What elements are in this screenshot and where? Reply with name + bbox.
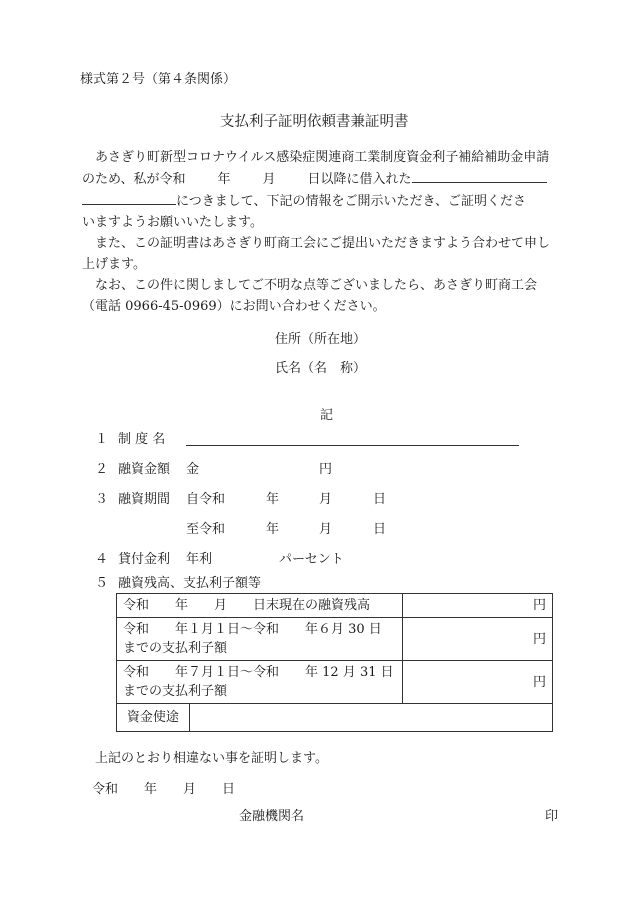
intro-paragraph-1 [82,147,560,317]
intro-line-3 [82,190,560,212]
seal-mark: 印 [545,809,559,824]
rate-prefix: 年利 [186,552,213,567]
item-2-number: ２ [95,462,109,477]
item-5-number: ５ [95,576,109,591]
certification-statement: 上記のとおり相違ない事を証明します。 [95,751,328,766]
interest-second-half-label [117,661,403,704]
table-row [117,594,553,618]
intro-text: 月 [262,172,276,187]
amount-prefix: 金 [186,462,200,477]
institution-name-label: 金融機関名 [239,809,305,824]
table-row [117,661,553,704]
interest-first-half-value[interactable]: 円 [403,618,553,661]
fund-usage-label: 資金使途 [117,704,190,732]
intro-line-2 [82,168,560,190]
item-5-label: 融資残高、支払利子額等 [118,576,262,591]
name-label: 氏名（名 称） [275,361,367,376]
table-row [117,704,553,732]
period-to: 至令和 [186,522,226,537]
ki-heading: 記 [320,408,334,423]
balance-label: 令和 年 月 日末現在の融資残高 [117,594,403,618]
item-1-label: 制 度 名 [118,432,166,447]
intro-line-4: いますようお願いいたします。 [82,215,263,230]
item-3-number: ３ [95,492,109,507]
address-label: 住所（所在地） [275,332,367,347]
balance-value[interactable]: 円 [403,594,553,618]
form-number: 様式第２号（第４条関係） [80,72,237,87]
intro-text: のため、私が令和 [82,172,186,187]
document-title: 支払利子証明依頼書兼証明書 [220,114,409,130]
period-from: 自令和 [186,492,226,507]
certification-date: 令和 年 月 日 [92,782,236,797]
table-row [117,618,553,661]
loan-name-blank-2[interactable] [82,190,176,205]
period-to-year: 年 [266,522,280,537]
item-3-label: 融資期間 [118,492,171,507]
period-from-month: 月 [319,492,333,507]
fund-usage-value[interactable] [189,704,552,732]
period-to-day: 日 [373,522,387,537]
interest-table [116,593,553,732]
intro-line-1: あさぎり町新型コロナウイルス感染症関連商工業制度資金利子補給補助金申請 [95,150,550,165]
intro-text: 日以降に借入れた [307,172,412,187]
interest-second-half-suffix: までの支払利子額 [123,684,228,699]
interest-first-half-label [117,618,403,661]
system-name-line[interactable] [186,445,519,446]
item-4-label: 貸付金利 [118,552,171,567]
period-from-day: 日 [373,492,387,507]
interest-second-half-range: 令和 年７月１日～令和 年 12 月 31 日 [123,665,394,680]
item-2-label: 融資金額 [118,462,171,477]
intro-text: 年 [217,172,231,187]
period-from-year: 年 [266,492,280,507]
item-1-number: １ [95,432,109,447]
interest-first-half-suffix: までの支払利子額 [123,641,228,656]
loan-name-blank[interactable] [412,168,547,183]
rate-unit: パーセント [279,552,344,567]
item-4-number: ４ [95,552,109,567]
intro-paragraph-3: なお、この件に関しましてご不明な点等ございましたら、あさぎり町商工会（電話 0966-45-0969）にお問い合わせください。 [82,278,538,314]
intro-text: につきまして、下記の情報をご開示いただき、ご証明くださ [176,194,526,209]
interest-first-half-range: 令和 年１月１日～令和 年６月 30 日 [123,622,382,637]
amount-unit: 円 [319,462,333,477]
interest-second-half-value[interactable]: 円 [403,661,553,704]
period-to-month: 月 [319,522,333,537]
intro-paragraph-2: また、この証明書はあさぎり町商工会にご提出いただきますよう合わせて申し上げます。 [82,236,551,272]
